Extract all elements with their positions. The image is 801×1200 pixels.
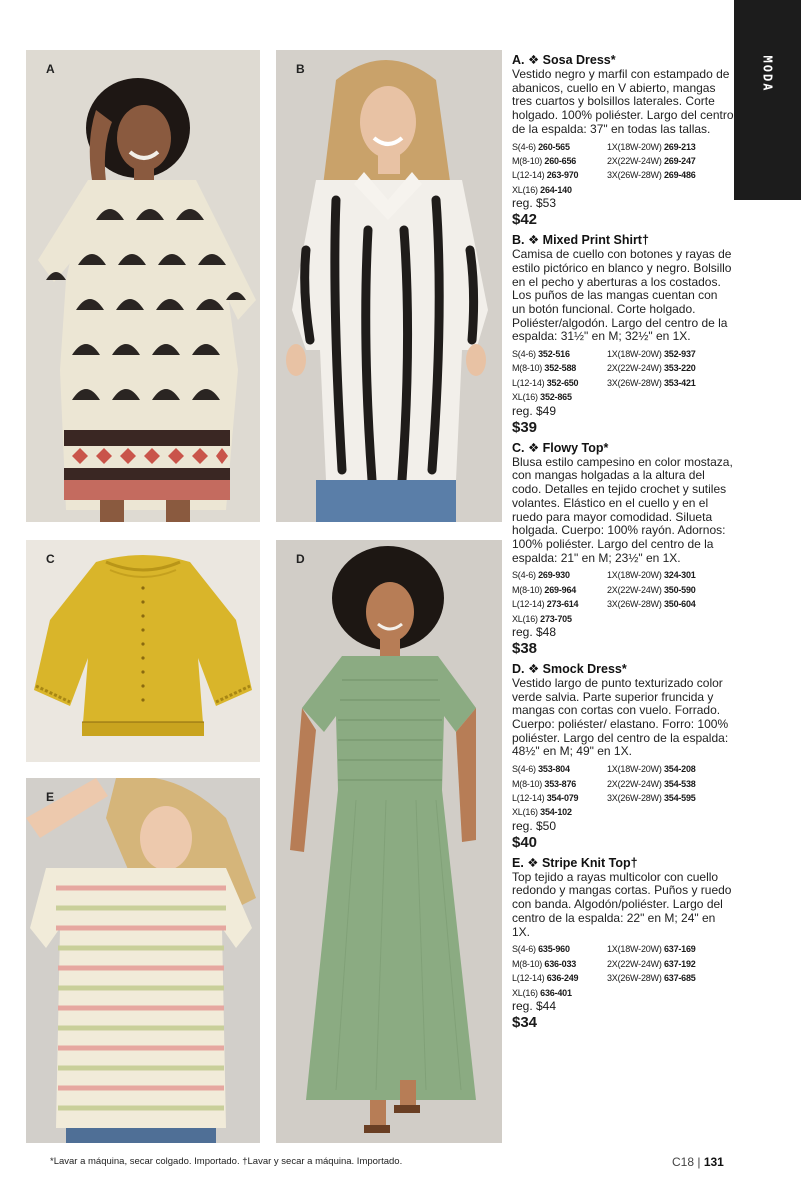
product-photo-c [26,540,260,762]
product-d [512,662,734,853]
regular-price: reg. $53 [512,196,557,211]
size-table [512,942,734,1000]
flowy-top-image [26,540,260,762]
photo-letter-c: C [46,552,55,566]
product-photo-d [276,540,502,1143]
photo-letter-e: E [46,790,55,804]
sale-price: $39 [512,418,538,436]
product-description: Camisa de cuello con botones y rayas de estilo pictórico en blanco y negro. Bolsillo en el pecho y aberturas a los costados. Los puños de las mangas cuentan con un botón funcional. Corte holgado. Poliéster/algodón. Largo del centro de la espalda: 31½" en M; 32½" en 1X. [512,247,732,344]
regular-price: reg. $49 [512,403,557,418]
size-entry: S(4-6) 352-516 [512,349,570,360]
size-entry: L(12-14) 636-249 [512,973,579,984]
size-table [512,762,734,820]
size-entry: L(12-14) 352-650 [512,377,579,388]
size-entry: 1X(18W-20W) 354-208 [607,764,696,775]
section-tab-label: MODA [760,55,775,93]
sale-price: $34 [512,1013,538,1031]
size-entry: 3X(26W-28W) 637-685 [607,973,696,984]
product-description: Vestido negro y marfil con estampado de abanicos, cuello en V abierto, mangas tres cuartos y bolsillos laterales. Corte holgado. 100% poliéster. Largo del centro de la espalda: 37" en todas las tallas. [512,67,734,136]
size-entry: 2X(22W-24W) 353-220 [607,363,696,374]
product-c [512,441,734,659]
page-number-value: 131 [703,1155,724,1169]
size-entry: 1X(18W-20W) 352-937 [607,349,696,360]
size-entry: M(8-10) 269-964 [512,584,577,595]
product-title: B. ❖ Mixed Print Shirt† [512,233,649,248]
product-description: Blusa estilo campesino en color mostaza, con mangas holgadas a la altura del codo. Detalles en tejido crochet y sutiles volantes. Elástico en el cuello y en el ruedo para mayor comodidad. Silueta holgada. Cuerpo: 100% rayón. Adornos: 100% poliéster. Largo del centro de la espalda: 21" en M; 23½" en 1X. [512,454,733,565]
regular-price: reg. $48 [512,624,557,639]
size-entry: S(4-6) 353-804 [512,764,570,775]
size-entry: S(4-6) 260-565 [512,141,570,152]
sale-price: $40 [512,833,538,851]
smock-dress-image [276,540,502,1143]
size-entry: 1X(18W-20W) 269-213 [607,141,696,152]
photo-letter-d: D [296,552,305,566]
size-entry: 3X(26W-28W) 350-604 [607,599,696,610]
size-entry: L(12-14) 273-614 [512,599,579,610]
stripe-knit-top-image [26,778,260,1143]
size-entry: XL(16) 636-401 [512,987,572,998]
size-entry: XL(16) 352-865 [512,392,572,403]
sale-price: $42 [512,211,538,229]
product-title: E. ❖ Stripe Knit Top† [512,855,638,870]
product-list [512,53,734,1036]
product-title: C. ❖ Flowy Top* [512,440,609,455]
product-photo-b [276,50,502,522]
size-entry: 2X(22W-24W) 637-192 [607,958,696,969]
care-instructions-footnote: *Lavar a máquina, secar colgado. Importado. †Lavar y secar a máquina. Importado. [50,1156,403,1167]
page-number: C18 | 131 [672,1155,724,1169]
photo-letter-b: B [296,62,305,76]
size-entry: M(8-10) 636-033 [512,958,577,969]
size-table [512,568,734,626]
size-entry: XL(16) 273-705 [512,613,572,624]
mixed-print-shirt-image [276,50,502,522]
size-entry: S(4-6) 269-930 [512,570,570,581]
product-photo-a [26,50,260,522]
size-entry: M(8-10) 353-876 [512,778,577,789]
size-entry: L(12-14) 354-079 [512,792,579,803]
product-title: A. ❖ Sosa Dress* [512,53,616,67]
photo-letter-a: A [46,62,55,76]
size-entry: 1X(18W-20W) 637-169 [607,944,696,955]
page-label: C18 [672,1155,695,1169]
size-table [512,140,734,198]
size-entry: 3X(26W-28W) 354-595 [607,792,696,803]
sosa-dress-image [26,50,260,522]
size-entry: XL(16) 264-140 [512,184,572,195]
size-entry: 3X(26W-28W) 353-421 [607,377,696,388]
size-table [512,347,734,405]
size-entry: 2X(22W-24W) 269-247 [607,155,696,166]
product-e [512,856,734,1033]
regular-price: reg. $44 [512,998,557,1013]
product-b [512,233,734,438]
size-entry: 2X(22W-24W) 354-538 [607,778,696,789]
size-entry: M(8-10) 352-588 [512,363,577,374]
size-entry: 3X(26W-28W) 269-486 [607,170,696,181]
product-photo-e [26,778,260,1143]
size-entry: S(4-6) 635-960 [512,944,570,955]
sale-price: $38 [512,639,538,657]
product-a [512,53,734,230]
size-entry: 1X(18W-20W) 324-301 [607,570,696,581]
product-description: Vestido largo de punto texturizado color verde salvia. Parte superior fruncida y mangas con cortas con vuelo. Forrado. Cuerpo: poliéster/ elastano. Forro: 100% poliéster. Largo del centro de la espalda: 48½" en M; 49" en 1X. [512,675,729,759]
product-description: Top tejido a rayas multicolor con cuello redondo y mangas cortas. Puños y ruedo con banda. Algodón/poliéster. Largo del centro de la espalda: 22" en M; 24" en 1X. [512,869,732,939]
size-entry: L(12-14) 263-970 [512,170,579,181]
regular-price: reg. $50 [512,818,557,833]
product-title: D. ❖ Smock Dress* [512,661,627,676]
size-entry: XL(16) 354-102 [512,807,572,818]
size-entry: 2X(22W-24W) 350-590 [607,584,696,595]
size-entry: M(8-10) 260-656 [512,155,577,166]
